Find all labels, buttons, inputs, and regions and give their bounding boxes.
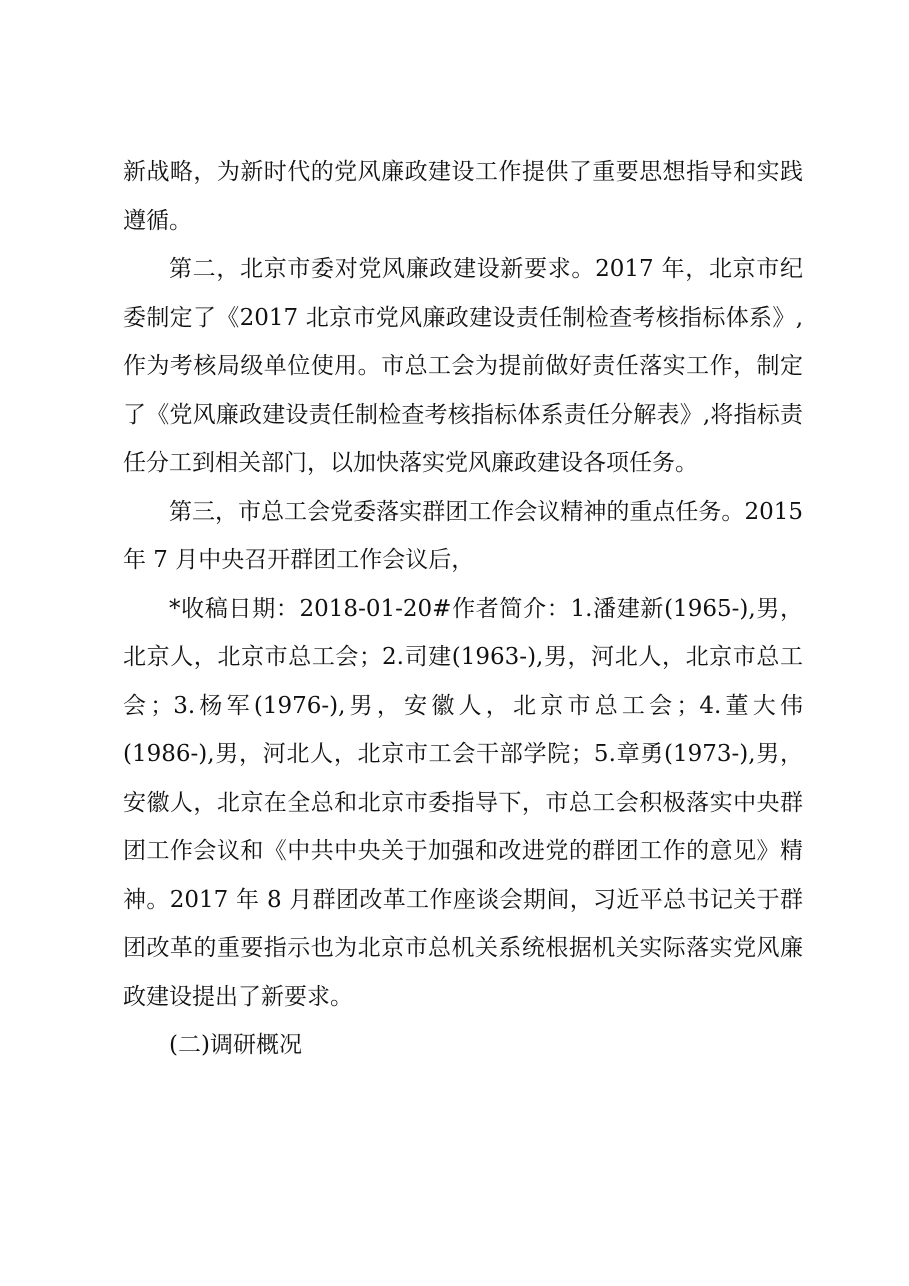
section-heading-survey-overview: (二)调研概况 [169,1032,302,1058]
paragraph-key-tasks: 第三，市总工会党委落实群团工作会议精神的重点任务。2015 年 7 月中央召开群团工作会议后， [123,498,811,573]
document-body [123,148,811,1070]
paragraph-strategy-continuation: 新战略，为新时代的党风廉政建设工作提供了重要思想指导和实践遵循。 [123,159,803,234]
paragraph-author-footnote: *收稿日期：2018-01-20#作者简介：1.潘建新(1965-),男，北京人，北京市总工会；2.司建(1963-),男，河北人，北京市总工会；3.杨军(1976-),男，安徽人，北京市总工会；4.董大伟(1986-),男，河北人，北京市工会干部学院；5.章勇(1973-),男，安徽人，北京在全总和北京市委指导下，市总工会积极落实中央群团工作会议和《中共中央关于加强和改进党的群团工作的意见》精神。2017 年 8 月群团改革工作座谈会期间，习近平总书记关于群团改革的重要指示也为北京市总机关系统根据机关实际落实党风廉政建设提出了新要求。 [123,595,803,1010]
paragraph-beijing-committee-requirements: 第二，北京市委对党风廉政建设新要求。2017 年，北京市纪委制定了《2017 北京市党风廉政建设责任制检查考核指标体系》,作为考核局级单位使用。市总工会为提前做好责任落实工作，制定了《党风廉政建设责任制检查考核指标体系责任分解表》,将指标责任分工到相关部门，以加快落实党风廉政建设各项任务。 [123,256,803,476]
